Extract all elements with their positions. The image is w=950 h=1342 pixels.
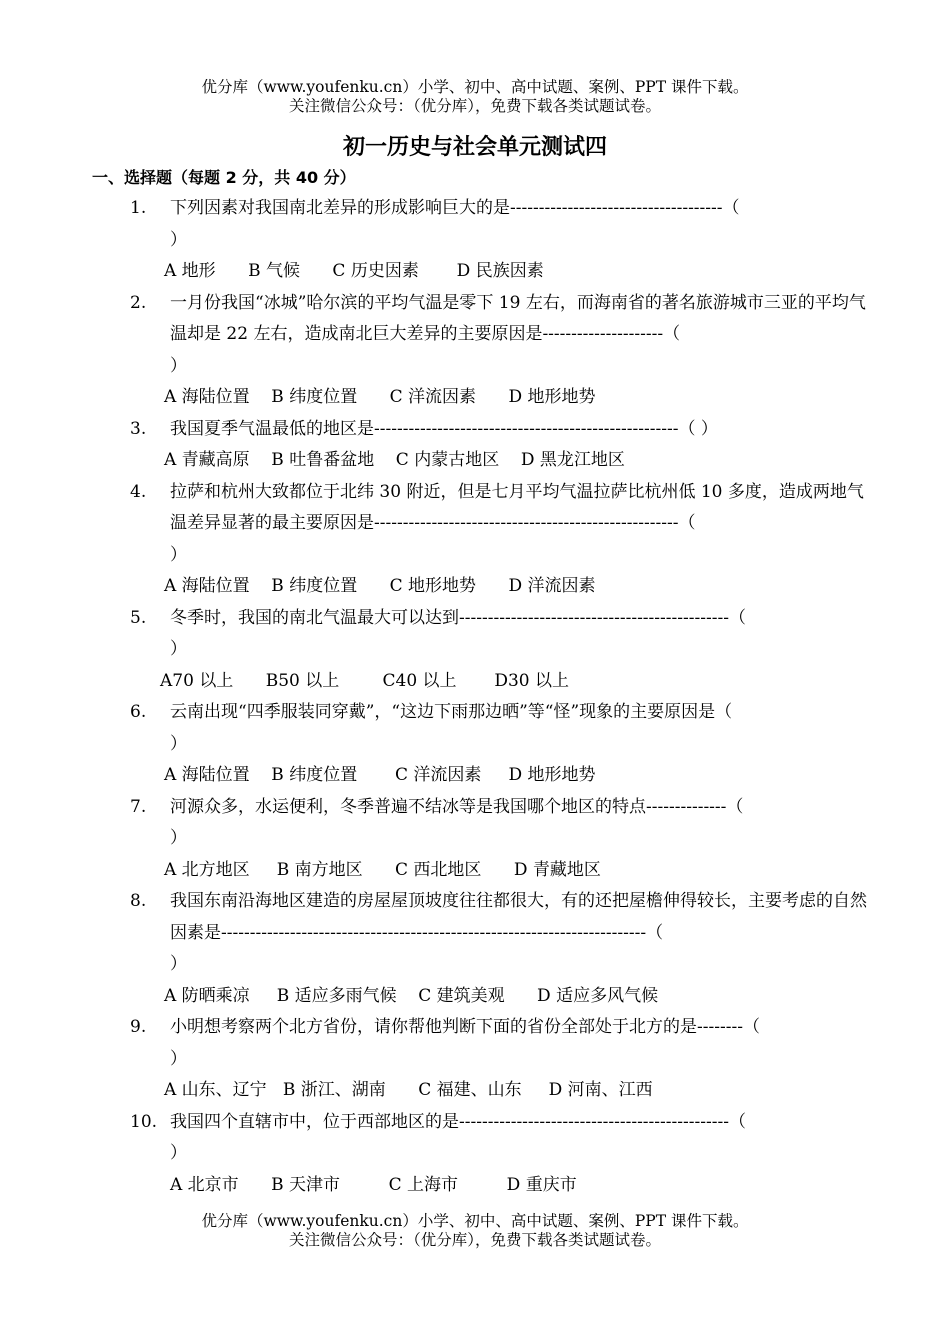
answer-bracket-close: ）: [170, 544, 187, 565]
answer-bracket-close: ）: [170, 355, 187, 376]
question-options: A 防晒乘凉 B 适应多雨气候 C 建筑美观 D 适应多风气候: [164, 985, 659, 1006]
question-number: 6.: [130, 702, 147, 722]
question-stem: 一月份我国“冰城”哈尔滨的平均气温是零下 19 左右，而海南省的著名旅游城市三亚的平均气温却是 22 左右，造成南北巨大差异的主要原因是---------------------（ ）: [170, 288, 872, 383]
question-6: [0, 697, 950, 792]
question-number: 8.: [130, 891, 147, 911]
footer-line-1: 优分库（www.youfenku.cn）小学、初中、高中试题、案例、PPT 课件下载。: [201, 1212, 749, 1230]
question-number: 4.: [130, 481, 147, 502]
question-7: [0, 792, 950, 887]
question-stem: 拉萨和杭州大致都位于北纬 30 附近，但是七月平均气温拉萨比杭州低 10 多度，造成两地气温差异显著的最主要原因是-----------------------------------------------------（ ）: [170, 477, 872, 572]
question-options: A 青藏高原 B 吐鲁番盆地 C 内蒙古地区 D 黑龙江地区: [164, 450, 625, 470]
question-number: 1.: [130, 198, 147, 218]
question-10: [0, 1107, 950, 1202]
header-line-1: 优分库（www.youfenku.cn）小学、初中、高中试题、案例、PPT 课件下载。: [201, 78, 749, 96]
question-number: 2.: [130, 292, 147, 313]
question-number: 9.: [130, 1017, 147, 1037]
question-stem: 云南出现“四季服装同穿戴”，“这边下雨那边晒”等“怪”现象的主要原因是（ ）: [170, 697, 872, 760]
question-3: [0, 414, 950, 477]
answer-bracket-close: ）: [170, 639, 187, 659]
answer-bracket-close: ）: [170, 1143, 187, 1163]
question-options: A 山东、辽宁 B 浙江、湖南 C 福建、山东 D 河南、江西: [164, 1080, 653, 1100]
header-line-2: 关注微信公众号：（优分库），免费下载各类试题试卷。: [288, 97, 661, 115]
question-number: 10.: [130, 1111, 158, 1132]
answer-bracket-close: ）: [170, 229, 187, 250]
question-number: 7.: [130, 796, 147, 817]
question-1: [0, 193, 950, 288]
page-footer: [0, 1212, 950, 1250]
footer-line-2: 关注微信公众号：（优分库），免费下载各类试题试卷。: [288, 1231, 661, 1249]
question-stem: 我国四个直辖市中，位于西部地区的是-----------------------------------------------（ ）: [170, 1107, 872, 1170]
answer-bracket-close: ）: [170, 733, 187, 754]
question-options: A70 以上 B50 以上 C40 以上 D30 以上: [160, 670, 570, 691]
question-stem: 冬季时，我国的南北气温最大可以达到-----------------------------------------------（ ）: [170, 603, 872, 666]
question-9: [0, 1012, 950, 1107]
page-title: 初一历史与社会单元测试四: [342, 135, 607, 160]
question-4: [0, 477, 950, 603]
answer-bracket-close: ）: [170, 954, 187, 974]
question-options: A 海陆位置 B 纬度位置 C 地形地势 D 洋流因素: [164, 576, 596, 596]
question-8: [0, 886, 950, 1012]
question-stem: 下列因素对我国南北差异的形成影响巨大的是-------------------------------------（ ）: [170, 193, 872, 256]
question-stem: 河源众多，水运便利，冬季普遍不结冰等是我国哪个地区的特点--------------（ ）: [170, 792, 872, 855]
question-options: A 北京市 B 天津市 C 上海市 D 重庆市: [170, 1174, 577, 1195]
question-2: [0, 288, 950, 414]
question-options: A 海陆位置 B 纬度位置 C 洋流因素 D 地形地势: [164, 765, 596, 785]
answer-bracket-close: ）: [170, 828, 187, 848]
question-list: [0, 193, 950, 1201]
question-options: A 地形 B 气候 C 历史因素 D 民族因素: [164, 261, 544, 281]
question-options: A 海陆位置 B 纬度位置 C 洋流因素 D 地形地势: [164, 387, 596, 407]
question-options: A 北方地区 B 南方地区 C 西北地区 D 青藏地区: [164, 859, 601, 880]
question-5: [0, 603, 950, 698]
question-stem: 我国东南沿海地区建造的房屋屋顶坡度往往都很大，有的还把屋檐伸得较长，主要考虑的自然因素是--------------------------------------------------------------------------（ ）: [170, 886, 872, 981]
question-number: 5.: [130, 607, 147, 628]
question-number: 3.: [130, 418, 147, 439]
section-heading: 一、选择题（每题 2 分，共 40 分）: [92, 168, 356, 187]
question-stem: 小明想考察两个北方省份，请你帮他判断下面的省份全部处于北方的是--------（ ）: [170, 1012, 872, 1075]
page-header: [0, 78, 950, 116]
question-stem: 我国夏季气温最低的地区是-----------------------------------------------------（ ）: [170, 418, 718, 439]
answer-bracket-close: ）: [170, 1048, 187, 1069]
